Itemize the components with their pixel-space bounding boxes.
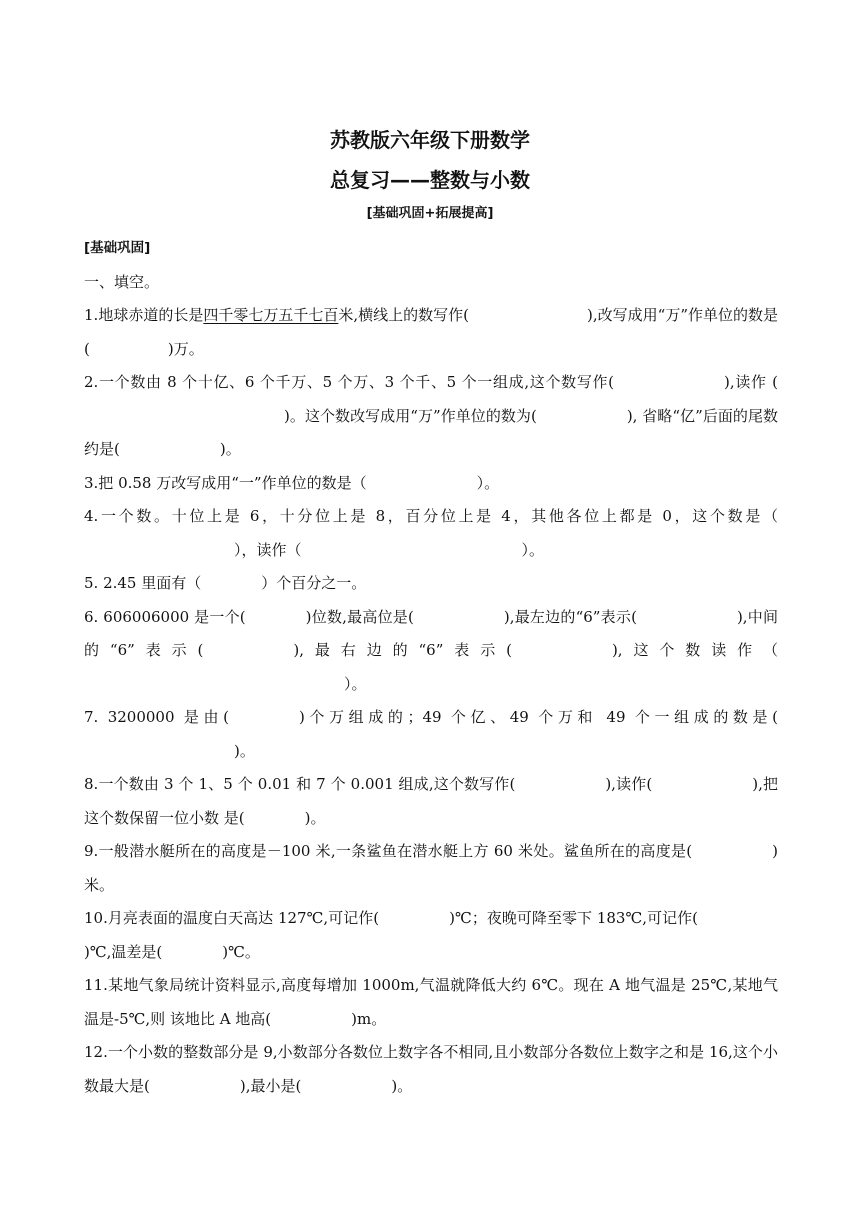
question-6: 6. 606006000 是一个( )位数,最高位是( ),最左边的“6”表示( ),中间的“6”表示( ),最右边的“6”表示( ),这个数读作（）。: [84, 607, 779, 693]
question-5: 5. 2.45 里面有（ ）个百分之一。: [84, 574, 367, 592]
question-9: 9.一般潜水艇所在的高度是－100 米,一条鲨鱼在潜水艇上方 60 米处。鲨鱼所在的高度是( )米。: [84, 842, 778, 894]
question-4: 4.一个数。十位上是 6，十分位上是 8，百分位上是 4，其他各位上都是 0，这个数是（），读作（ ）。: [84, 507, 778, 559]
question-12: 12.一个小数的整数部分是 9,小数部分各数位上数字各不相同,且小数部分各数位上数字之和是 16,这个小数最大是( ),最小是( )。: [84, 1043, 778, 1095]
question-10: 10.月亮表面的温度白天高达 127℃,可记作( )℃；夜晚可降至零下 183℃,可记作()℃,温差是( )℃。: [84, 909, 699, 961]
worksheet-title: 苏教版六年级下册数学: [330, 128, 530, 152]
section-label: [基础巩固]: [84, 240, 151, 256]
worksheet-content: [84, 232, 778, 1103]
question-8: 8.一个数由 3 个 1、5 个 0.01 和 7 个 0.001 组成,这个数写作( ),读作( ),把这个数保留一位小数 是( )。: [84, 775, 778, 827]
worksheet-tag: [基础巩固+拓展提高]: [366, 206, 494, 221]
worksheet-subtitle: 总复习——整数与小数: [330, 168, 530, 192]
part-heading: 一、填空。: [84, 272, 160, 291]
underlined-number-words: 四千零七万五千七百: [203, 306, 339, 324]
question-7: 7. 3200000 是由( )个万组成的；49 个亿、49 个万和 49 个一组成的数是()。: [84, 708, 778, 760]
question-1: 1.地球赤道的长是四千零七万五千七百米,横线上的数写作( ),改写成用“万”作单位的数是( )万。: [84, 306, 778, 358]
question-11: 11.某地气象局统计资料显示,高度每增加 1000m,气温就降低大约 6℃。现在 A 地气温是 25℃,某地气温是-5℃,则 该地比 A 地高( )m。: [84, 976, 778, 1028]
question-3: 3.把 0.58 万改写成用“一”作单位的数是（ ）。: [84, 473, 500, 492]
question-2: 2.一个数由 8 个十亿、6 个千万、5 个万、3 个千、5 个一组成,这个数写作( ),读作 ()。这个数改写成用“万”作单位的数为( ), 省略“亿”后面的尾数约是( )。: [84, 373, 778, 458]
